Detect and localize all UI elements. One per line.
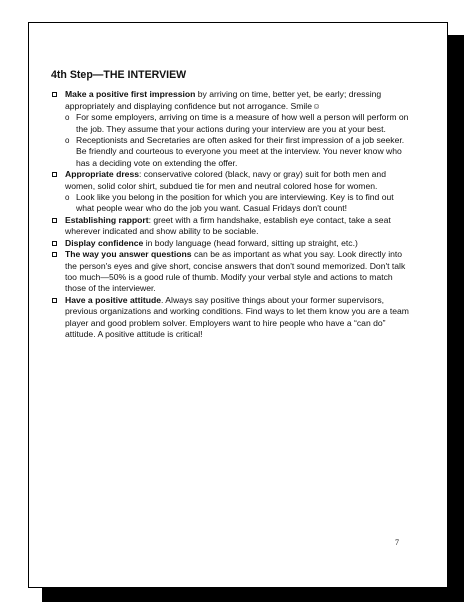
circle-bullet-icon: o bbox=[65, 136, 70, 146]
item-bold-label: Display confidence bbox=[65, 237, 144, 248]
square-bullet-icon bbox=[52, 252, 57, 257]
item-bold-label: Appropriate dress bbox=[65, 169, 140, 180]
item-text: by arriving on time, better yet, be early; dressing appropriately and displaying confidence but not arrogance. Smile☺ bbox=[65, 89, 382, 111]
item-text: in body language (head forward, sitting up straight, etc.) bbox=[143, 237, 358, 248]
list-item-appropriate-dress bbox=[51, 169, 411, 192]
square-bullet-icon bbox=[52, 218, 57, 223]
document-page bbox=[28, 22, 448, 588]
item-bold-label: Have a positive attitude bbox=[65, 294, 161, 305]
square-bullet-icon bbox=[52, 241, 57, 246]
sub-item bbox=[51, 192, 411, 215]
sub-item bbox=[51, 112, 411, 135]
square-bullet-icon bbox=[52, 92, 57, 97]
sub-item bbox=[51, 135, 411, 169]
square-bullet-icon bbox=[52, 298, 57, 303]
item-bold-label: Establishing rapport bbox=[65, 214, 149, 225]
item-text: : greet with a firm handshake, establish eye contact, take a seat wherever indicated and show ability to be sociable. bbox=[65, 214, 391, 237]
page-content bbox=[51, 70, 411, 340]
section-heading: 4th Step—THE INTERVIEW bbox=[51, 69, 187, 81]
circle-bullet-icon: o bbox=[65, 193, 70, 203]
sub-item-text: Receptionists and Secretaries are often asked for their first impression of a job seeker. Be friendly and courteous to everyone you meet at the interview. You never know who has a deciding vote on extending the offer. bbox=[76, 135, 405, 168]
list-item-positive-attitude bbox=[51, 295, 411, 341]
list-item-establishing-rapport bbox=[51, 215, 411, 238]
circle-bullet-icon: o bbox=[65, 113, 70, 123]
sub-item-text: Look like you belong in the position for which you are interviewing. Key is to find out what people wear who do the job you want. Casual Fridays don't count! bbox=[76, 192, 394, 214]
item-bold-label: The way you answer questions bbox=[65, 249, 192, 260]
page-number: 7 bbox=[395, 538, 399, 547]
list-item-display-confidence bbox=[51, 238, 411, 249]
item-text: : conservative colored (black, navy or gray) suit for both men and women, solid color shirt, subdued tie for men and neutral colored hose for women. bbox=[65, 169, 386, 191]
list-item-first-impression bbox=[51, 89, 411, 112]
sub-item-text: For some employers, arriving on time is a measure of how well a person will perform on the job. They assume that your actions during your interview are you at your best. bbox=[76, 112, 409, 134]
item-text: can be as important as what you say. Look directly into the person's eyes and give short, concise answers that don't sound memorized. Don't talk too much—50% is a good rule of thumb. Modify your verbal style and actions to match those of the interviewer. bbox=[65, 249, 406, 294]
square-bullet-icon bbox=[52, 172, 57, 177]
list-item-answer-questions bbox=[51, 249, 411, 295]
item-bold-label: Make a positive first impression bbox=[65, 89, 196, 100]
item-text: . Always say positive things about your former supervisors, previous organizations and working conditions. Find ways to let them know you are a team player and good problem solver. Employers want to hire people who have a “can do” attitude. A positive attitude is critical! bbox=[65, 294, 409, 339]
